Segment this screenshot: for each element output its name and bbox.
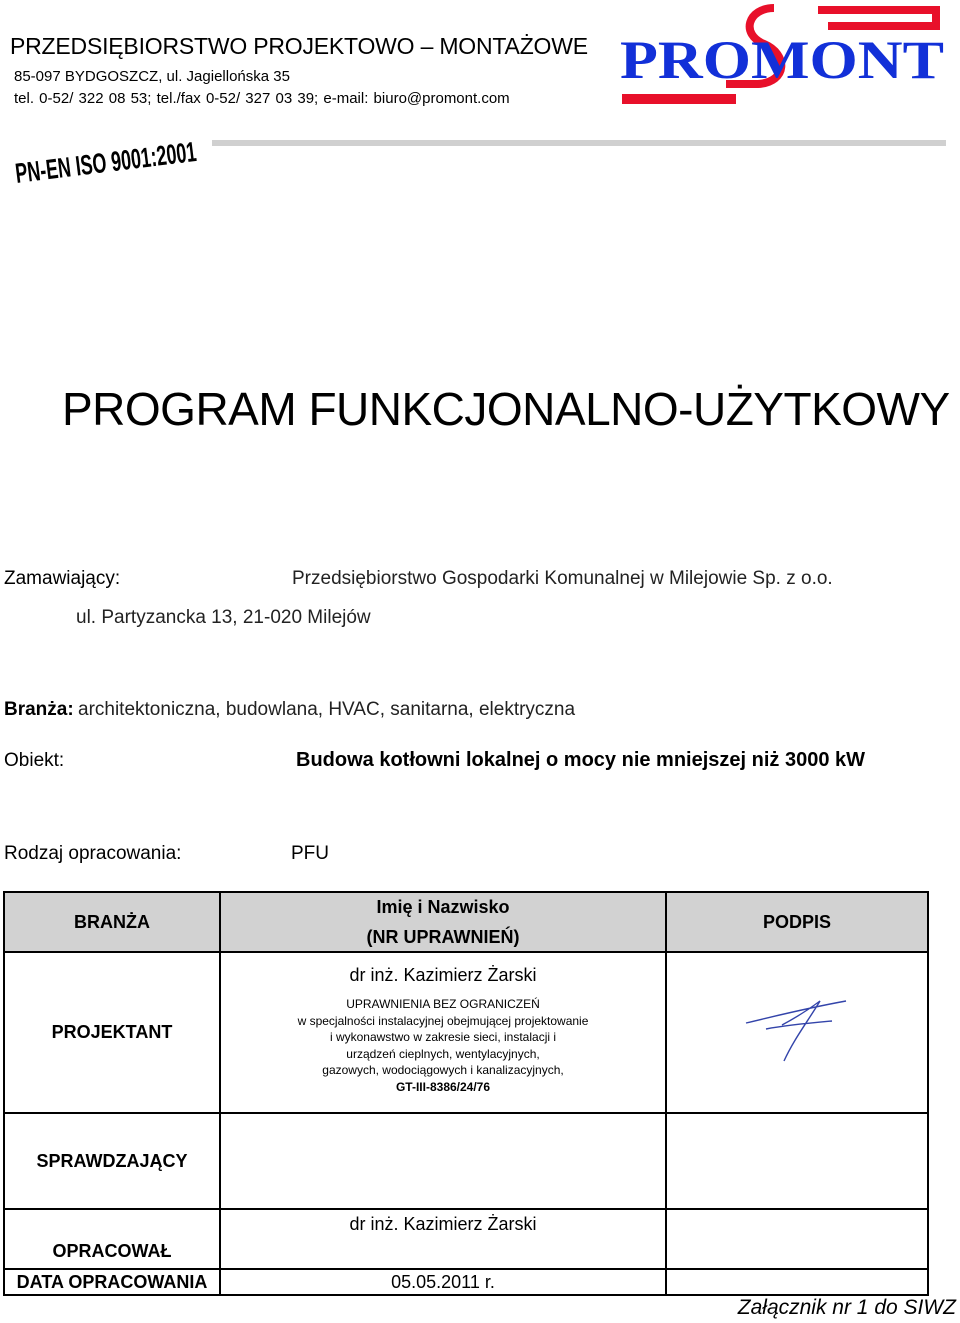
checker-name-cell	[220, 1113, 666, 1209]
col-branch-header: BRANŻA	[4, 892, 220, 952]
iso-certificate-mark	[10, 123, 301, 189]
header-rule	[212, 140, 946, 146]
col-sign-header: PODPIS	[666, 892, 928, 952]
client-label: Zamawiający:	[4, 568, 121, 589]
logo-text: PROMONT	[620, 30, 944, 90]
col-name-line1: Imię i Nazwisko	[376, 896, 510, 917]
promont-logo	[618, 4, 946, 112]
company-name: PRZEDSIĘBIORSTWO PROJEKTOWO – MONTAŻOWE	[10, 33, 588, 59]
checker-sign-cell	[666, 1113, 928, 1209]
object-value: Budowa kotłowni lokalnej o mocy nie mniejszej niż 3000 kW	[296, 749, 866, 771]
date-value: 05.05.2011 r.	[220, 1269, 666, 1295]
designer-name: dr inż. Kazimierz Żarski	[349, 965, 537, 985]
iso-text: PN-EN ISO 9001:2001	[13, 123, 301, 189]
permission-number: GT-III-8386/24/76	[395, 1079, 491, 1094]
col-name-header	[220, 892, 666, 952]
signature-table	[3, 891, 929, 1296]
date-label: DATA OPRACOWANIA	[4, 1269, 220, 1295]
company-address: 85-097 BYDGOSZCZ, ul. Jagiellońska 35	[14, 68, 290, 85]
table-row	[4, 952, 928, 1113]
permission-line-2: w specjalności instalacyjnej obejmującej projektowanie	[297, 1013, 589, 1028]
table-row	[4, 1209, 928, 1269]
signature-cell	[666, 952, 928, 1113]
table-row	[4, 1269, 928, 1295]
designer-label: PROJEKTANT	[4, 952, 220, 1113]
branch-value: architektoniczna, budowlana, HVAC, sanitarna, elektryczna	[78, 699, 576, 720]
client-name: Przedsiębiorstwo Gospodarki Komunalnej w Milejowie Sp. z o.o.	[292, 568, 833, 589]
doc-type-label: Rodzaj opracowania:	[4, 843, 182, 864]
company-contact: tel. 0-52/ 322 08 53; tel./fax 0-52/ 327 03 39; e-mail: biuro@promont.com	[14, 90, 510, 107]
client-address: ul. Partyzancka 13, 21-020 Milejów	[76, 607, 371, 628]
permission-line-3: i wykonawstwo w zakresie sieci, instalacji i	[329, 1030, 557, 1044]
col-name-line2: (NR UPRAWNIEŃ)	[366, 926, 520, 947]
permission-line-1: UPRAWNIENIA BEZ OGRANICZEŃ	[346, 997, 540, 1011]
permission-line-4: urządzeń cieplnych, wentylacyjnych,	[346, 1046, 540, 1061]
prepared-label: OPRACOWAŁ	[4, 1209, 220, 1269]
attachment-note: Załącznik nr 1 do SIWZ	[737, 1296, 956, 1319]
document-title: PROGRAM FUNKCJONALNO-UŻYTKOWY	[62, 383, 950, 435]
prepared-sign-cell	[666, 1209, 928, 1269]
date-sign-cell	[666, 1269, 928, 1295]
handwritten-signature	[742, 995, 852, 1065]
prepared-name: dr inż. Kazimierz Żarski	[220, 1209, 666, 1269]
designer-cell	[220, 952, 666, 1113]
table-row	[4, 1113, 928, 1209]
doc-type-value: PFU	[291, 843, 329, 864]
permission-line-5: gazowych, wodociągowych i kanalizacyjnych,	[322, 1063, 564, 1077]
branch-label: Branża:	[4, 699, 74, 720]
object-label: Obiekt:	[4, 750, 65, 771]
table-header-row	[4, 892, 928, 952]
checker-label: SPRAWDZAJĄCY	[4, 1113, 220, 1209]
